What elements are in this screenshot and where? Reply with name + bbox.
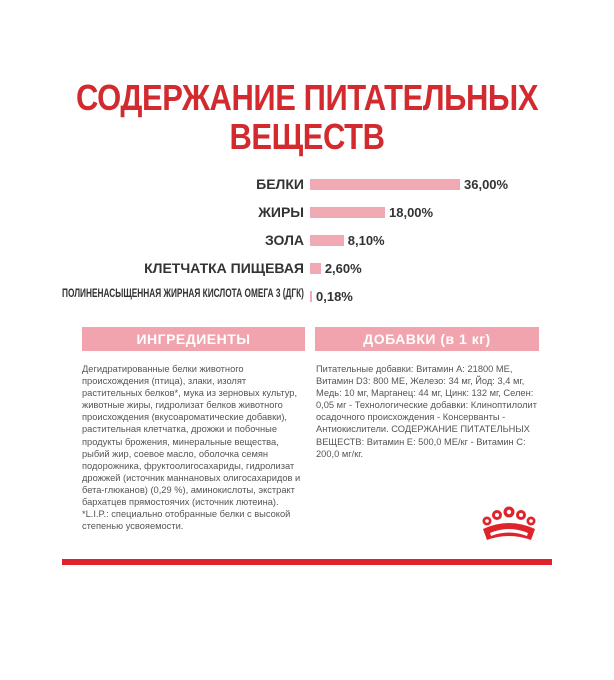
nutrient-label: БЕЛКИ xyxy=(256,176,304,192)
bottom-divider xyxy=(62,559,552,565)
additives-text: Питательные добавки: Витамин A: 21800 МЕ, Витамин D3: 800 МЕ, Железо: 34 мг, Йод: 3,4 мг, Медь: 10 мг, Марганец: 44 мг, Цинк: 132 мг, Селен: 0,05 мг - Технологические добавки: Клиноптилолит осадочного происхождения - Консерванты - Антиокислители. СОДЕРЖАНИЕ ПИТАТЕЛЬНЫХ ВЕЩЕСТВ: Витамин E: 500,0 МЕ/кг - Витамин C: 200,0 мг/кг. xyxy=(316,364,537,459)
title-line-1: СОДЕРЖАНИЕ ПИТАТЕЛЬНЫХ xyxy=(75,77,539,118)
additives-heading: ДОБАВКИ (в 1 кг) xyxy=(315,327,539,351)
title-line-2: ВЕЩЕСТВ xyxy=(229,116,385,157)
nutrient-value: 0,18% xyxy=(316,289,353,304)
nutrient-label: ЗОЛА xyxy=(264,232,304,248)
additives-body xyxy=(316,363,538,460)
ingredients-heading: ИНГРЕДИЕНТЫ xyxy=(82,327,305,351)
nutrient-value: 8,10% xyxy=(347,233,385,248)
page-title xyxy=(43,78,571,156)
nutrient-bar xyxy=(310,207,385,218)
ingredients-text: Дегидратированные белки животного происхождения (птица), злаки, изолят растительных белков*, мука из зерновых культур, животные жиры, гидролизат белков животного происхождения (вкусоароматические добавки), растительная клетчатка, дрожжи и побочные продукты брожения, минеральные вещества, рыбий жир, соевое масло, оболочка семян подорожника, фруктоолигосахариды, гидролизат дрожжей (источник маннановых олигосахаридов и бета-глюканов) (0,29 %), аминокислоты, экстракт бархатцев прямостоячих (источник лютеина). xyxy=(82,364,301,508)
nutrient-bar xyxy=(310,179,460,190)
nutrient-bar xyxy=(310,291,312,302)
nutrient-label: ЖИРЫ xyxy=(258,204,304,220)
nutrient-value: 18,00% xyxy=(389,205,434,220)
nutrient-label: ПОЛИНЕНАСЫЩЕННАЯ ЖИРНАЯ КИСЛОТА ОМЕГА 3 (ДГК) xyxy=(62,288,304,300)
ingredients-note: *L.I.P.: специально отобранные белки с высокой степенью усвояемости. xyxy=(82,509,291,532)
nutrient-bar xyxy=(310,235,344,246)
nutrient-value: 36,00% xyxy=(464,177,509,192)
nutrient-label: КЛЕТЧАТКА ПИЩЕВАЯ xyxy=(144,260,304,276)
ingredients-body xyxy=(82,363,307,532)
royal-canin-crown-icon xyxy=(478,505,540,545)
nutrient-value: 2,60% xyxy=(324,261,362,276)
nutrient-bar xyxy=(310,263,321,274)
